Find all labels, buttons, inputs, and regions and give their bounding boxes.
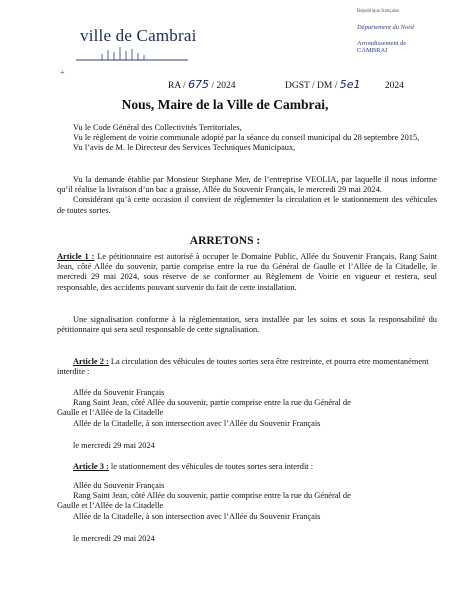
plus-mark: + [60,68,65,77]
dgst-year: 2024 [384,81,404,91]
ra-year: / 2024 [211,81,236,91]
article-3-place-2: Rang Saint Jean, côté Allée du souvenir, partie comprise entre la rue du Général de [73,491,351,501]
article-3-places [57,481,437,522]
considering-paragraph: Considérant qu’à cette occasion il convient de réglementer la circulation et le stationnement des véhicules de toutes sortes. [57,195,437,215]
considerations-block [57,123,437,154]
article-2-date: le mercredi 29 mai 2024 [73,441,155,450]
article-1-signage [57,315,437,335]
request-paragraph: Vu la demande établie par Monsieur Stephane Mer, de l’entreprise VEOLIA, par laquelle il nous informe qu’il réalise la livraison d’un bac a graisse, Allée du Souvenir Français, le mercredi 29 mai 2024. [57,175,437,195]
city-logo-text: ville de Cambrai [80,26,197,45]
article-1-label: Article 1 : [57,252,95,261]
city-skyline-logo [72,44,192,66]
article-2-place-3: Allée de la Citadelle, à son intersection avec l’Allée du Souvenir Français [73,418,321,428]
article-3-text: le stationnement des véhicules de toutes sortes sera interdit : [108,462,314,471]
signage-paragraph: Une signalisation conforme à la réglementation, sera installée par les soins et sous la responsabilité du pétitionnaire qui sera seul responsable de cette signalisation. [57,315,437,335]
article-2-place-2-cont: Gaulle et l’Allée de la Citadelle [57,408,164,418]
document-title: Nous, Maire de la Ville de Cambrai, [121,97,329,112]
article-2-date-block [57,441,437,451]
article-3 [57,462,437,472]
ra-label: RA / [168,81,186,91]
consideration-3: Vu l’avis de M. le Directeur des Services Techniques Municipaux, [73,143,296,153]
article-3-date-block [57,534,437,544]
arrondissement-label: Arrondissement de CAMBRAI [357,40,407,54]
article-2-label: Article 2 : [73,357,109,366]
article-2 [57,357,437,377]
article-3-label: Article 3 : [73,462,109,471]
article-3-date: le mercredi 29 mai 2024 [73,534,155,543]
ra-number: 675 [188,78,210,91]
republic-label: République française [357,9,400,14]
article-3-place-1: Allée du Souvenir Français [73,481,165,490]
article-1-text: Le pétitionnaire est autorisé à occuper le Domaine Public, Allée du Souvenir Français, Rang Saint Jean, côté Allée du souvenir, partie comprise entre la rue du Général de Gaulle et l’Allée de la Citadelle, le mercredi 29 mai 2024, sous réserve de se conformer au Règlement de Voirie en vigueur et restera, seul responsable, des accidents pouvant survenir du fait de cette installation. [57,252,437,292]
article-2-places [57,388,437,429]
dgst-label: DGST / DM / [285,81,338,91]
consideration-1: Vu le Code Général des Collectivités Territoriales, [73,123,242,132]
consideration-2: Vu le règlement de voirie communale adopté par la séance du conseil municipal du 28 septembre 2015, [73,133,420,143]
article-2-text: La circulation des véhicules de toutes sortes sera être restreinte, et pourra etre momentanément interdite : [57,357,429,377]
request-block [57,175,437,216]
department-label: Département du Nord [357,24,414,31]
article-2-place-2: Rang Saint Jean, côté Allée du souvenir, partie comprise entre la rue du Général de [73,398,351,408]
article-2-place-1: Allée du Souvenir Français [73,388,165,397]
dgst-number: 5e1 [339,78,361,91]
article-1 [57,252,437,293]
arretons-heading: ARRETONS : [189,235,261,247]
dgst-reference [285,78,404,91]
ra-reference [168,78,235,91]
article-3-place-2-cont: Gaulle et l’Allée de la Citadelle [57,501,164,511]
article-3-place-3: Allée de la Citadelle, à son intersection avec l’Allée du Souvenir Français [73,511,321,521]
